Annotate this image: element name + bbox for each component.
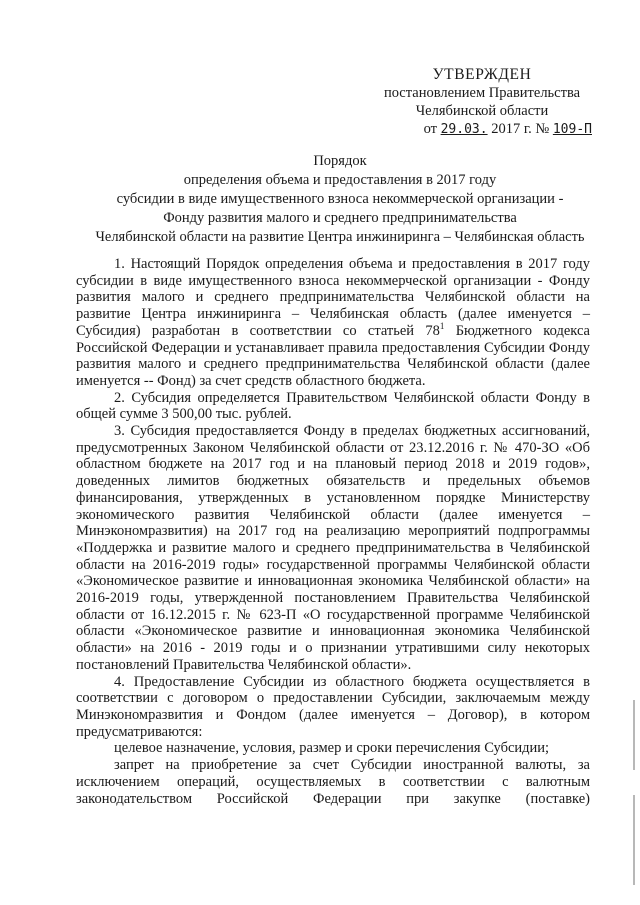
title-line-4: Фонду развития малого и среднего предпринимательства [163,210,517,226]
title-line-5: Челябинской области на развитие Центра инжиниринга – Челябинская область [95,229,585,245]
handwritten-date: 29.03. [440,122,488,137]
title-line-1: Порядок [313,153,367,169]
approval-heading: УТВЕРЖДЕН [432,66,532,83]
title-line-3: субсидии в виде имущественного взноса некоммерческой организации - [116,191,564,207]
paragraph-1-part-b: Бюджетного кодекса Российской Федерации и устанавливает правила предоставления Субсидии Фонду развития малого и среднего предпринимательства Челябинской области (далее именуется -- Фонд) за счет средств областного бюджета. [76,322,590,389]
title-line-2: определения объема и предоставления в 2017 году [183,172,497,188]
paragraph-1-part-a: 1. Настоящий Порядок определения объема и предоставления в 2017 году субсидии в виде имущественного взноса некоммерческой организации - Фонду развития малого и среднего предпринимательства Челябинской области на развитие Центра инжиниринга – Челябинская область (далее именуется – Субсидия) разработан в соответствии со статьей 78 [76,256,590,339]
scan-edge-mark [633,795,635,885]
approval-date-line [372,120,592,139]
paragraph-2: 2. Субсидия определяется Правительством Челябинской области Фонду в общей сумме 3 500,00 тыс. рублей. [76,389,590,423]
document-body [76,256,590,807]
paragraph-6: запрет на приобретение за счет Субсидии иностранной валюты, за исключением операций, осуществляемых в соответствии с валютным законодательством Российской Федерации при закупке (поставке) [76,757,590,807]
date-prefix: от [423,121,437,137]
paragraph-1 [76,256,590,390]
approval-line-1: постановлением Правительства [383,85,581,101]
scan-edge-mark [633,700,635,770]
approval-line-2: Челябинской области [415,103,549,119]
footnote-superscript: 1 [439,320,445,331]
paragraph-5: целевое назначение, условия, размер и сроки перечисления Субсидии; [114,740,550,757]
date-year: 2017 г. № [491,121,550,137]
handwritten-number: 109-П [552,122,592,137]
paragraph-4: 4. Предоставление Субсидии из областного бюджета осуществляется в соответствии с договором о предоставлении Субсидии, заключаемым между Минэкономразвития и Фондом (далее именуется – Договор), в котором предусматриваются: [76,673,590,740]
document-title [60,152,620,247]
approval-block [372,66,592,139]
paragraph-3: 3. Субсидия предоставляется Фонду в пределах бюджетных ассигнований, предусмотренных Законом Челябинской области от 23.12.2016 г. № 470-ЗО «Об областном бюджете на 2017 год и на плановый период 2018 и 2019 годов», доведенных лимитов бюджетных обязательств и предельных объемов финансирования, утвержденных в установленном порядке Министерству экономического развития Челябинской области (далее именуется – Минэкономразвития) на 2017 год на реализацию мероприятий подпрограммы «Поддержка и развитие малого и среднего предпринимательства в Челябинской области на 2016-2019 годы» государственной программы Челябинской области «Экономическое развитие и инновационная экономика Челябинской области» на 2016-2019 годы, утвержденной постановлением Правительства Челябинской области от 16.12.2015 г. № 623-П «О государственной программе Челябинской области «Экономическое развитие и инновационная экономика Челябинской области» на 2016 - 2019 годы и о признании утратившими силу некоторых постановлений Правительства Челябинской области». [76,423,590,673]
